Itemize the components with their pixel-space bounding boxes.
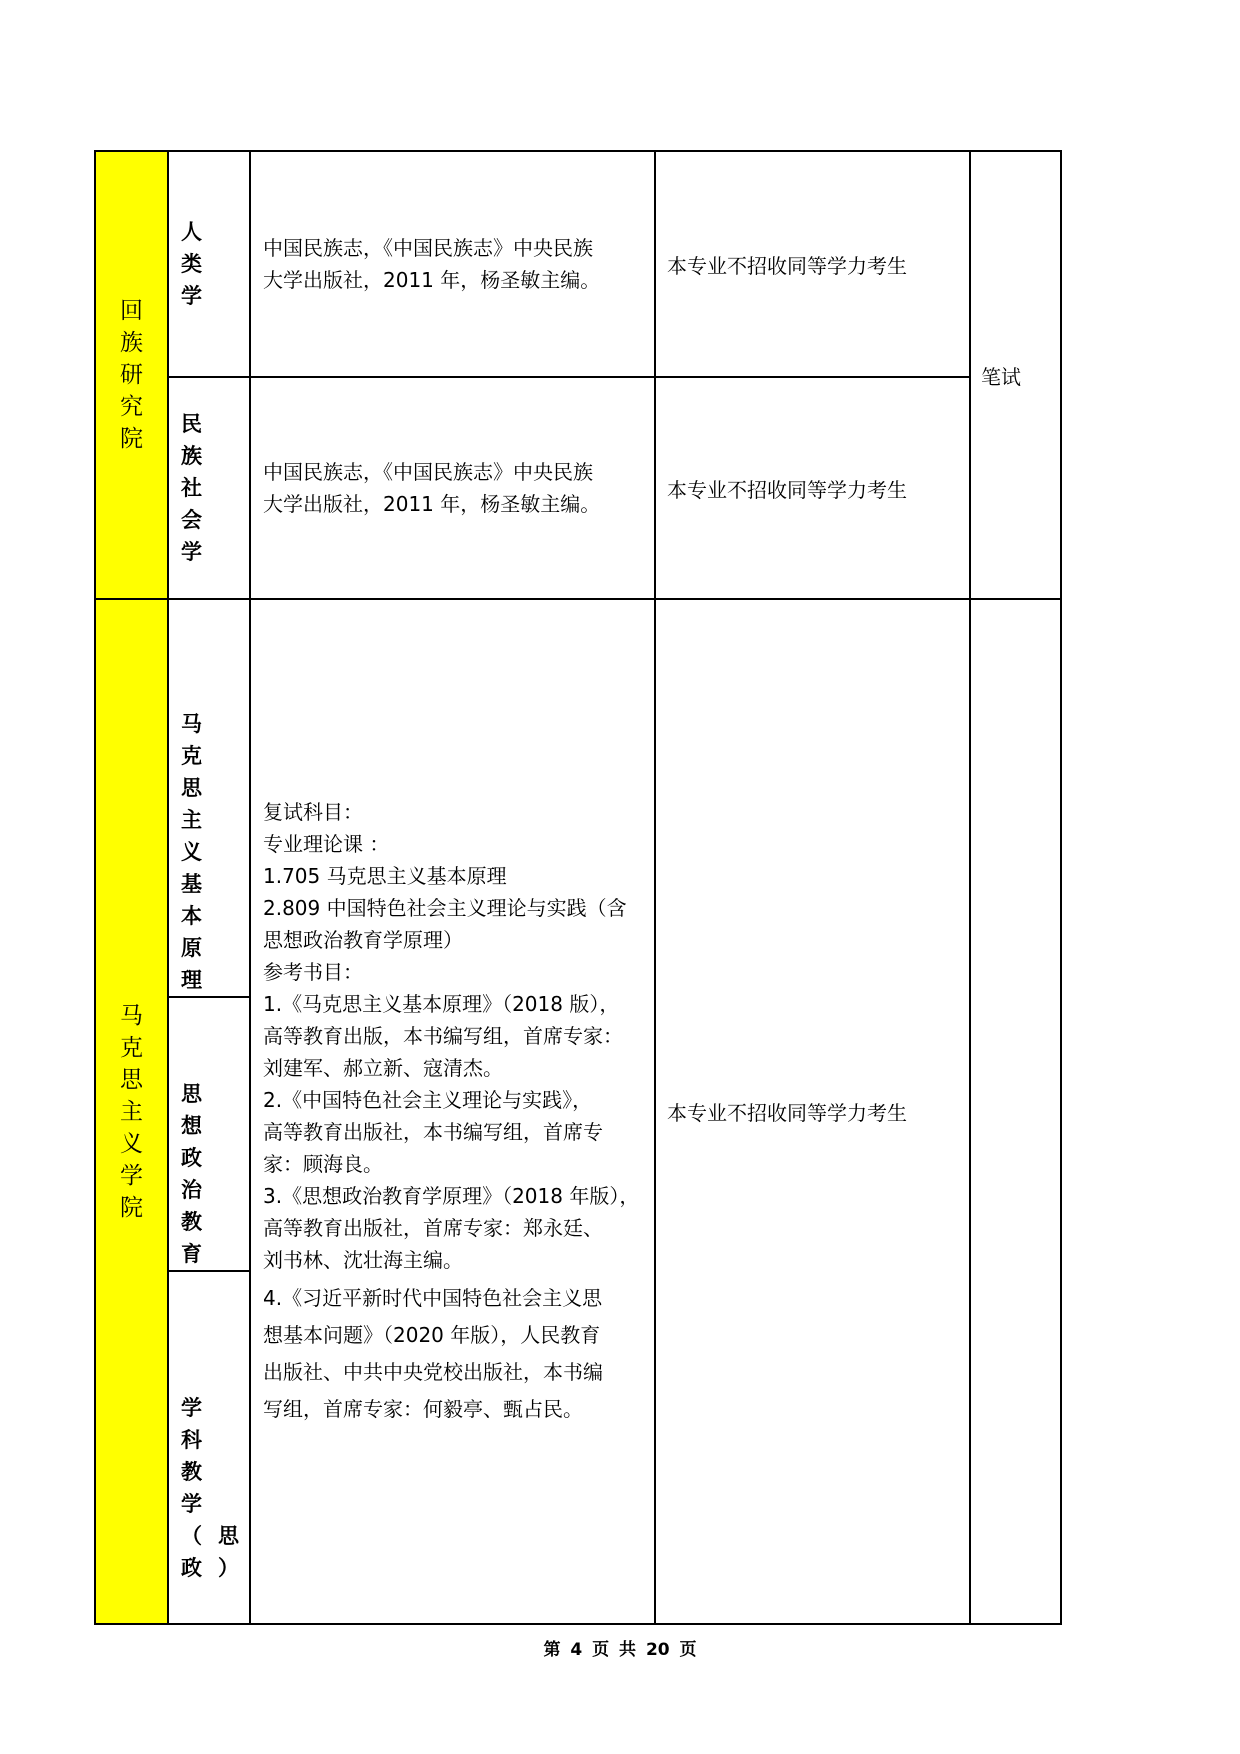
reference-book-line: 中国民族志，《中国民族志》中央民族 <box>263 236 593 260</box>
reference-book-line: 1.《马克思主义基本原理》（2018 版）， <box>263 991 620 1016</box>
major-cell <box>168 151 250 377</box>
reference-book-line: 2.《中国特色社会主义理论与实践》， <box>263 1087 593 1112</box>
college-cell <box>95 599 168 1624</box>
reference-book-line: 复试科目： <box>263 799 363 824</box>
major-name: 学科教学（思政） <box>181 1396 255 1580</box>
college-name: 马克思主义学院 <box>120 1002 143 1221</box>
remark-cell <box>655 151 970 377</box>
reference-book-line: 大学出版社，2011 年，杨圣敏主编。 <box>263 268 601 292</box>
major-name: 马克思主义基本原理 <box>181 712 218 992</box>
remark-cell <box>655 377 970 599</box>
college-cell <box>95 151 168 599</box>
remark-text: 本专业不招收同等学力考生 <box>667 1101 907 1125</box>
reference-book-line: 参考书目： <box>263 959 363 984</box>
reference-book-line: 高等教育出版社，首席专家：郑永廷、 <box>263 1215 603 1240</box>
reference-book-line: 中国民族志，《中国民族志》中央民族 <box>263 460 593 484</box>
major-cell <box>168 997 250 1271</box>
college-name: 回族研究院 <box>120 298 143 452</box>
page-number-footer: 第 4 页 共 20 页 <box>543 1640 697 1660</box>
major-cell <box>168 1271 255 1624</box>
major-name: 思想政治教育 <box>181 1082 218 1266</box>
reference-books-cell <box>250 151 655 377</box>
remark-cell <box>655 599 970 1624</box>
remark-text: 本专业不招收同等学力考生 <box>667 253 907 278</box>
exam-requirements-table <box>94 150 1062 1625</box>
reference-book-line: 家：顾海良。 <box>263 1151 383 1176</box>
reference-book-line: 大学出版社，2011 年，杨圣敏主编。 <box>263 492 601 516</box>
reference-book-line: 4.《习近平新时代中国特色社会主义思 <box>263 1285 603 1310</box>
exam-method-cell <box>970 151 1061 599</box>
major-name: 民族社会学 <box>181 412 202 564</box>
reference-book-line: 专业理论课 ： <box>263 831 390 856</box>
reference-book-line: 高等教育出版，本书编写组，首席专家： <box>263 1023 623 1048</box>
major-name: 人类学 <box>181 220 202 308</box>
reference-book-line: 思想政治教育学原理） <box>263 927 463 952</box>
reference-book-line: 写组，首席专家：何毅亭、甄占民。 <box>263 1396 583 1421</box>
reference-book-line: 3.《思想政治教育学原理》（2018 年版）， <box>263 1183 640 1208</box>
table-row <box>95 599 1061 997</box>
reference-book-line: 想基本问题》（2020 年版），人民教育 <box>263 1322 601 1347</box>
remark-text: 本专业不招收同等学力考生 <box>667 477 907 502</box>
reference-book-line: 2.809 中国特色社会主义理论与实践（含 <box>263 895 627 920</box>
reference-books-cell <box>250 599 655 1624</box>
major-cell <box>168 377 250 599</box>
exam-method-cell <box>970 599 1061 1624</box>
reference-book-line: 刘书林、沈壮海主编。 <box>263 1247 463 1272</box>
reference-book-line: 刘建军、郝立新、寇清杰。 <box>263 1055 503 1080</box>
table-row <box>95 377 1061 599</box>
exam-method-text: 笔试 <box>981 364 1021 389</box>
reference-book-line: 1.705 马克思主义基本原理 <box>263 863 507 888</box>
reference-books-cell <box>250 377 655 599</box>
table-row <box>95 151 1061 377</box>
major-cell <box>168 599 250 997</box>
reference-book-line: 出版社、中共中央党校出版社，本书编 <box>263 1359 603 1384</box>
reference-book-line: 高等教育出版社，本书编写组，首席专 <box>263 1119 603 1144</box>
